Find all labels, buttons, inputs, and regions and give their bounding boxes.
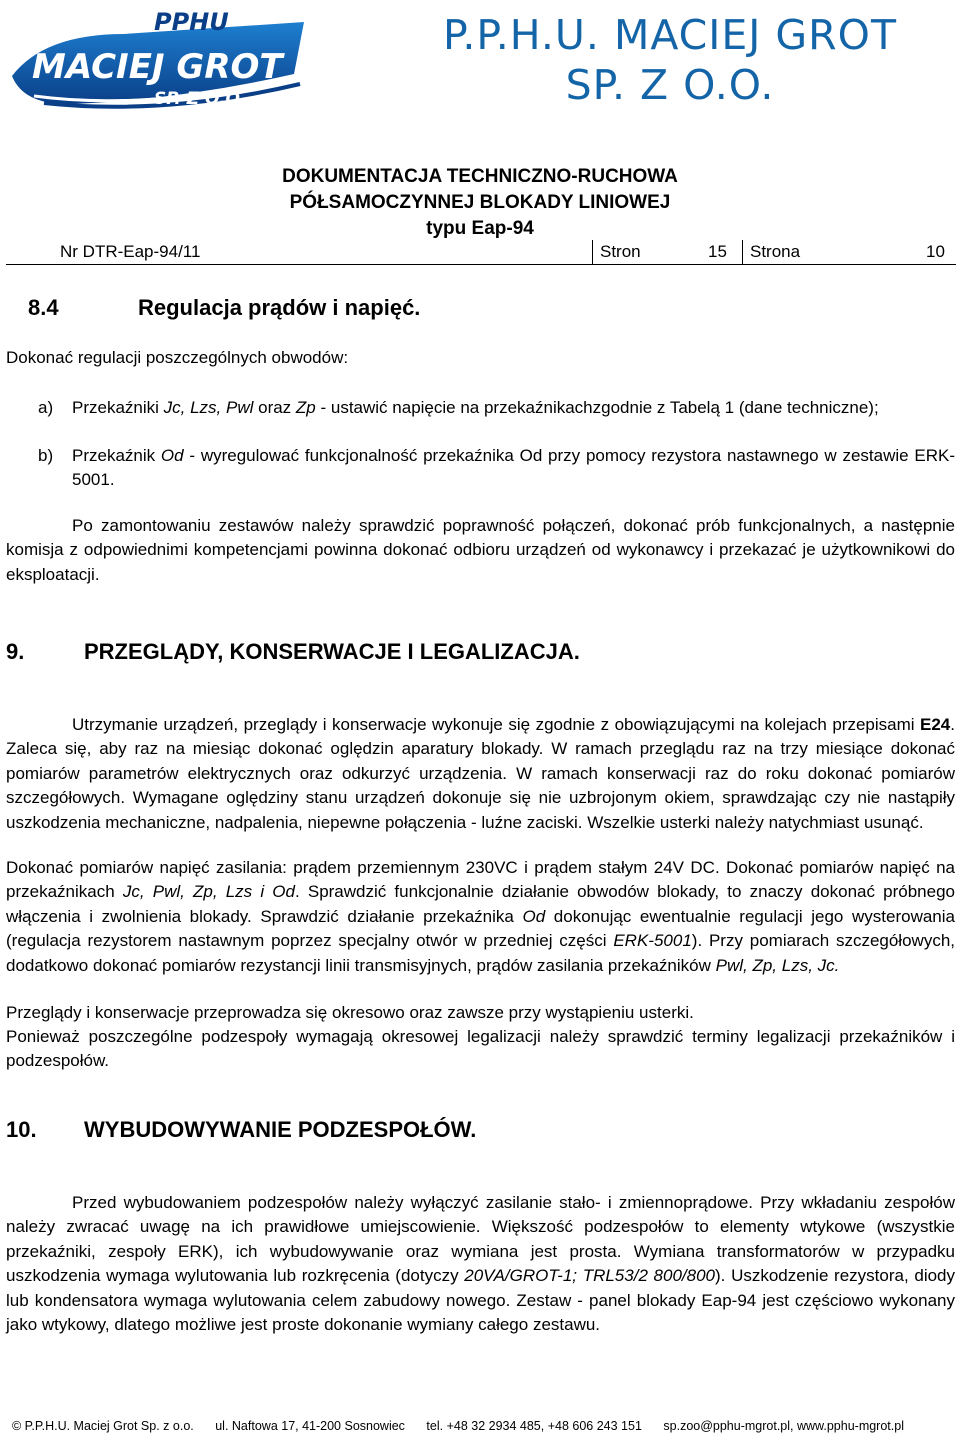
section-title: PRZEGLĄDY, KONSERWACJE I LEGALIZACJA. — [84, 639, 580, 664]
title-line2: PÓŁSAMOCZYNNEJ BLOKADY LINIOWEJ — [289, 192, 671, 213]
paragraph: Dokonać regulacji poszczególnych obwodów: — [6, 348, 349, 367]
footer-phone: tel. +48 32 2934 485, +48 606 243 151 — [426, 1419, 642, 1433]
section-title: WYBUDOWYWANIE PODZESPOŁÓW. — [84, 1117, 477, 1142]
list-item: b) Przekaźnik Od - wyregulować funkcjonalność przekaźnika Od przy pomocy rezystora nastawnego w zestawie ERK-5001. — [38, 446, 955, 490]
divider — [592, 240, 593, 264]
pages-value: 15 — [708, 242, 727, 261]
svg-text:SP. Z O.O.: SP. Z O.O. — [154, 89, 247, 109]
document-title — [0, 164, 960, 242]
section-heading-9 — [6, 638, 580, 666]
paragraph: Utrzymanie urządzeń, przeglądy i konserwacje wykonuje się zgodnie z obowiązującymi na kolejach przepisami E24. Zaleca się, aby raz na miesiąc dokonać oględzin aparatury blokady. W ramach przeglądu raz na trzy miesiące dokonać pomiarów parametrów elektrycznych oraz odkurzyć urządzenia. W ramach konserwacji raz do roku dokonać pomiarów szczegółowych. Wymagane oględziny stanu urządzeń dokonuje się nie uzbrojonym okiem, sprawdzając czy nie nastąpiły uszkodzenia mechaniczne, nadpalenia, niepewne połączenia - luźne zaciski. Wszelkie usterki należy natychmiast usunąć. — [6, 715, 955, 832]
company-name — [380, 10, 960, 110]
paragraph: Przed wybudowaniem podzespołów należy wyłączyć zasilanie stało- i zmiennoprądowe. Przy wkładaniu zespołów należy zwracać uwagę na ich prawidłowe umiejscowienie. Większość podzespołów to elementy wtykowe (wszystkie przekaźniki, zespoły ERK), ich wybudowywanie oraz wymiana jest prosta. Wymiana transformatorów w przypadku uszkodzenia wymaga wylutowania lub rozkręcenia (dotyczy 20VA/GROT-1; TRL53/2 800/800). Uszkodzenie rezystora, diody lub kondensatora wymaga wylutowania celem zabudowy nowego. Zestaw - panel blokady Eap-94 jest częściowo wykonany jako wtykowy, dlatego możliwe jest proste dokonanie wymiany całego zestawu. — [6, 1193, 955, 1335]
page-label: Strona — [750, 242, 801, 261]
paragraph: Przeglądy i konserwacje przeprowadza się okresowo oraz zawsze przy wystąpieniu usterki. — [6, 1003, 694, 1022]
page-footer — [12, 1418, 952, 1434]
footer-address: ul. Naftowa 17, 41-200 Sosnowiec — [215, 1419, 405, 1433]
list-marker: b) — [38, 446, 54, 465]
company-logo — [4, 4, 314, 114]
document-number: Nr DTR-Eap-94/11 — [60, 242, 201, 261]
section-number: 10. — [6, 1117, 37, 1142]
paragraph: Dokonać pomiarów napięć zasilania: prądem przemiennym 230VC i prądem stałym 24V DC. Dokonać pomiarów napięć na przekaźnikach Jc, Pwl, Zp, Lzs i Od. Sprawdzić funkcjonalnie działanie obwodów blokady, to znaczy dokonać próbnego włączenia i zwolnienia blokady. Sprawdzić działanie przekaźnika Od dokonując ewentualnie regulacji jego wysterowania (regulacja rezystorem nastawnym poprzez specjalny otwór w przedniej części ERK-5001). Przy pomiarach szczegółowych, dodatkowo dokonać pomiarów rezystancji linii transmisyjnych, prądów zasilania przekaźników Pwl, Zp, Lzs, Jc. — [6, 858, 955, 975]
list-item: a) Przekaźniki Jc, Lzs, Pwl oraz Zp - ustawić napięcie na przekaźnikachzgodnie z Tabelą 1 (dane techniczne); — [38, 396, 955, 420]
footer-company: © P.P.H.U. Maciej Grot Sp. z o.o. — [12, 1419, 194, 1433]
section-heading-10 — [6, 1116, 476, 1144]
company-name-line1: P.P.H.U. MACIEJ GROT — [443, 11, 897, 59]
section-number: 9. — [6, 639, 25, 664]
paragraph: Ponieważ poszczególne podzespoły wymagają okresowej legalizacji należy sprawdzić terminy legalizacji przekaźników i podzespołów. — [6, 1027, 955, 1071]
title-line3: typu Eap-94 — [426, 218, 534, 239]
document-meta-row — [6, 240, 956, 264]
list-marker: a) — [38, 398, 54, 417]
section-number: 8.4 — [28, 295, 59, 320]
divider — [742, 240, 743, 264]
pages-label: Stron — [600, 242, 641, 261]
footer-web[interactable]: sp.zoo@pphu-mgrot.pl, www.pphu-mgrot.pl — [663, 1419, 904, 1433]
section-title: Regulacja prądów i napięć. — [138, 295, 421, 320]
paragraph: Po zamontowaniu zestawów należy sprawdzić poprawność połączeń, dokonać prób funkcjonalnych, a następnie komisja z odpowiednimi kompetencjami powinna dokonać odbioru urządzeń od wykonawcy i przekazać je użytkownikowi do eksploatacji. — [6, 516, 955, 584]
svg-text:MACIEJ GROT: MACIEJ GROT — [32, 47, 283, 87]
svg-text:PPHU: PPHU — [154, 8, 229, 36]
header-rule — [6, 264, 956, 265]
title-line1: DOKUMENTACJA TECHNICZNO-RUCHOWA — [282, 166, 678, 187]
company-name-line2: SP. Z O.O. — [565, 61, 775, 109]
page-value: 10 — [926, 242, 945, 261]
section-heading-8-4 — [28, 294, 420, 322]
